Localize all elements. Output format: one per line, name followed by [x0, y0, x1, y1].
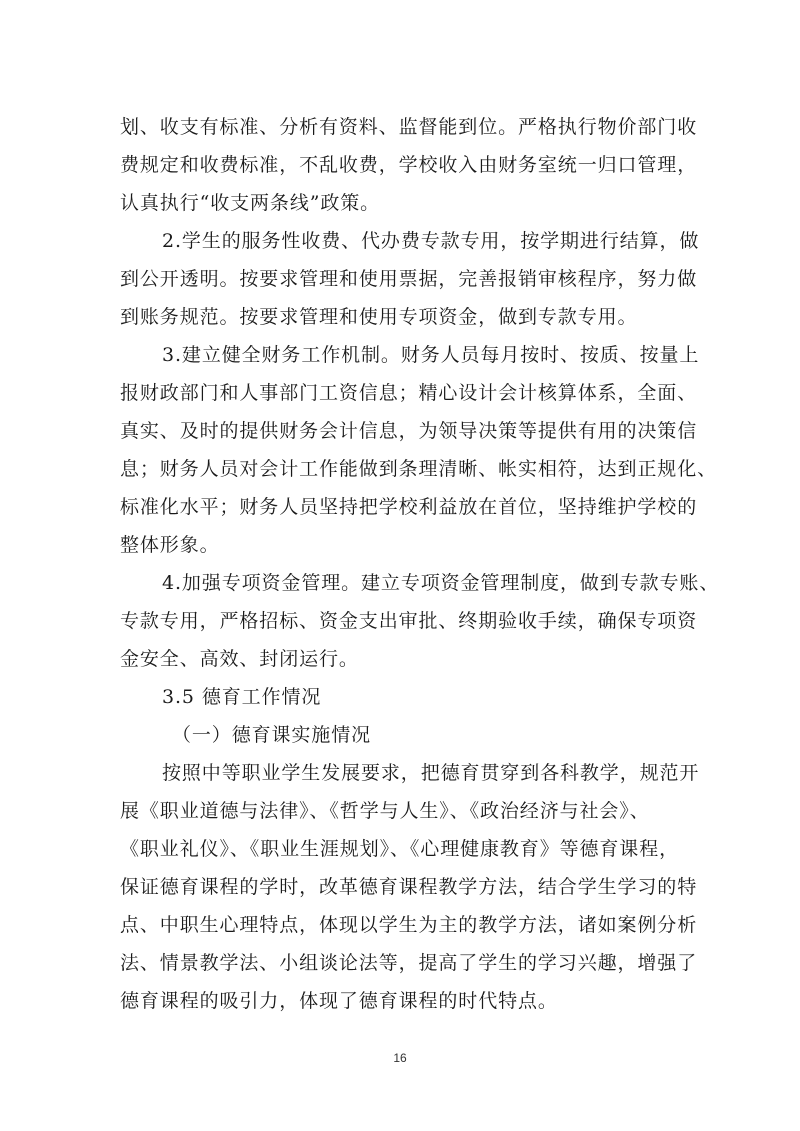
text-line: 认真执行“收支两条线”政策。 [120, 192, 381, 214]
text-line: 到账务规范。按要求管理和使用专项资金，做到专款专用。 [120, 306, 638, 328]
text-line: 按照中等职业学生发展要求，把德育贯穿到各科教学，规范开 [162, 762, 700, 784]
page-number: 16 [393, 1051, 407, 1065]
text-line: 德育课程的吸引力，体现了德育课程的时代特点。 [120, 990, 558, 1012]
subsection-heading: （一）德育课实施情况 [172, 724, 372, 746]
text-line: 息；财务人员对会计工作能做到条理清晰、帐实相符，达到正规化、 [120, 458, 718, 480]
text-line: 标准化水平；财务人员坚持把学校利益放在首位，坚持维护学校的 [120, 496, 698, 518]
text-line: 到公开透明。按要求管理和使用票据，完善报销审核程序，努力做 [120, 268, 698, 290]
text-line: 4.加强专项资金管理。建立专项资金管理制度，做到专款专账、 [162, 572, 720, 594]
text-line: 费规定和收费标准，不乱收费，学校收入由财务室统一归口管理， [120, 154, 698, 176]
text-line: 整体形象。 [120, 534, 220, 556]
text-line: 点、中职生心理特点，体现以学生为主的教学方法，诸如案例分析 [120, 914, 698, 936]
section-heading: 3.5 德育工作情况 [162, 686, 322, 708]
text-line: 真实、及时的提供财务会计信息，为领导决策等提供有用的决策信 [120, 420, 698, 442]
text-line: 法、情景教学法、小组谈论法等，提高了学生的学习兴趣，增强了 [120, 952, 698, 974]
text-line: 金安全、高效、封闭运行。 [120, 648, 359, 670]
text-line: 划、收支有标准、分析有资料、监督能到位。严格执行物价部门收 [120, 116, 698, 138]
text-line: 报财政部门和人事部门工资信息；精心设计会计核算体系，全面、 [120, 382, 698, 404]
text-line: 3.建立健全财务工作机制。财务人员每月按时、按质、按量上 [162, 344, 700, 366]
text-line: 2.学生的服务性收费、代办费专款专用，按学期进行结算，做 [162, 230, 700, 252]
text-line: 专款专用，严格招标、资金支出审批、终期验收手续，确保专项资 [120, 610, 698, 632]
text-line: 保证德育课程的学时，改革德育课程教学方法，结合学生学习的特 [120, 876, 698, 898]
text-line: 展《职业道德与法律》、《哲学与人生》、《政治经济与社会》、 [120, 800, 650, 822]
text-line: 《职业礼仪》、《职业生涯规划》、《心理健康教育》等德育课程， [120, 838, 680, 860]
